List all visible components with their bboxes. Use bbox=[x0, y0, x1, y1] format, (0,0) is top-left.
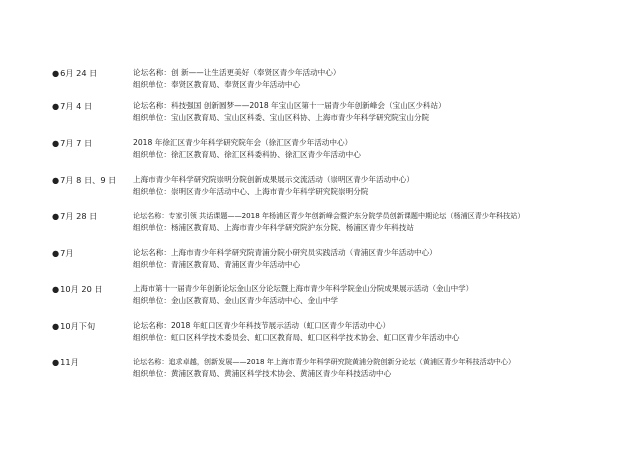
forum-name: 论坛名称：追求卓越，创新发展——2018 年上海市青少年科学研究院黄浦分院创新分论坛（黄浦区青少年科技活动中心） bbox=[133, 357, 516, 366]
organizer: 组织单位：杨浦区教育局、上海市青少年科学研究院沪东分院、杨浦区青少年科技站 bbox=[133, 223, 414, 232]
date-text: 7月 8 日、9 日 bbox=[60, 175, 117, 185]
entry-info bbox=[133, 320, 633, 344]
organizer: 组织单位：黄浦区教育局、黄浦区科学技术协会、黄浦区青少年科技活动中心 bbox=[133, 369, 392, 378]
entry-date bbox=[52, 210, 97, 222]
entry-date bbox=[52, 356, 79, 368]
date-text: 7月 bbox=[60, 248, 74, 258]
forum-name: 上海市第十一届青少年创新论坛金山区分论坛暨上海市青少年科学院金山分院成果展示活动（金山中学） bbox=[133, 284, 473, 293]
forum-name: 上海市青少年科学研究院崇明分院创新成果展示交流活动（崇明区青少年活动中心） bbox=[133, 175, 414, 184]
organizer: 组织单位：宝山区教育局、宝山区科委、宝山区科协、上海市青少年科学研究院宝山分院 bbox=[133, 113, 430, 122]
entry-date bbox=[52, 67, 97, 79]
organizer: 组织单位：金山区教育局、金山区青少年活动中心、金山中学 bbox=[133, 296, 339, 305]
entry-info bbox=[133, 100, 633, 124]
bullet-icon: ● bbox=[52, 321, 60, 331]
entry-info bbox=[133, 137, 633, 161]
bullet-icon: ● bbox=[52, 138, 60, 148]
date-text: 6月 24 日 bbox=[60, 68, 98, 78]
date-text: 7月 28 日 bbox=[60, 211, 98, 221]
entry-info bbox=[133, 210, 633, 234]
forum-name: 论坛名称：科技强国 创新圆梦——2018 年宝山区第十一届青少年创新峰会（宝山区少科站） bbox=[133, 101, 446, 110]
forum-name: 论坛名称：创 新——让生活更美好（奉贤区青少年活动中心） bbox=[133, 68, 341, 77]
date-text: 10月 20 日 bbox=[60, 284, 103, 294]
organizer: 组织单位：奉贤区教育局、奉贤区青少年活动中心 bbox=[133, 80, 301, 89]
entry-date bbox=[52, 100, 92, 112]
date-text: 7月 4 日 bbox=[60, 101, 93, 111]
forum-name: 论坛名称：2018 年虹口区青少年科技节展示活动（虹口区青少年活动中心） bbox=[133, 321, 391, 330]
organizer: 组织单位：虹口区科学技术委员会、虹口区教育局、虹口区科学技术协会、虹口区青少年活动中心 bbox=[133, 333, 460, 342]
entry-info bbox=[133, 174, 633, 198]
date-text: 11月 bbox=[60, 357, 79, 367]
entry-info bbox=[133, 356, 633, 380]
bullet-icon: ● bbox=[52, 211, 60, 221]
entry-info bbox=[133, 247, 633, 271]
entry-date bbox=[52, 283, 103, 295]
bullet-icon: ● bbox=[52, 175, 60, 185]
entry-date bbox=[52, 137, 92, 149]
organizer: 组织单位：青浦区教育局、青浦区青少年活动中心 bbox=[133, 260, 301, 269]
forum-name: 2018 年徐汇区青少年科学研究院年会（徐汇区青少年活动中心） bbox=[133, 138, 353, 147]
forum-name: 论坛名称：上海市青少年科学研究院青浦分院小研究员实践活动（青浦区青少年活动中心） bbox=[133, 248, 437, 257]
entry-date bbox=[52, 247, 74, 259]
bullet-icon: ● bbox=[52, 248, 60, 258]
date-text: 7月 7 日 bbox=[60, 138, 93, 148]
entry-date bbox=[52, 320, 95, 332]
bullet-icon: ● bbox=[52, 68, 60, 78]
bullet-icon: ● bbox=[52, 101, 60, 111]
entry-info bbox=[133, 283, 633, 307]
date-text: 10月下旬 bbox=[60, 321, 96, 331]
entry-date bbox=[52, 174, 116, 186]
bullet-icon: ● bbox=[52, 284, 60, 294]
forum-name: 论坛名称：专家引领 共话课题——2018 年杨浦区青少年创新峰会暨沪东分院学员创新课题中期论坛（杨浦区青少年科技站） bbox=[133, 211, 525, 220]
organizer: 组织单位：崇明区青少年活动中心、上海市青少年科学研究院崇明分院 bbox=[133, 187, 369, 196]
organizer: 组织单位：徐汇区教育局、徐汇区科委科协、徐汇区青少年活动中心 bbox=[133, 150, 361, 159]
bullet-icon: ● bbox=[52, 357, 60, 367]
entry-info bbox=[133, 67, 633, 91]
